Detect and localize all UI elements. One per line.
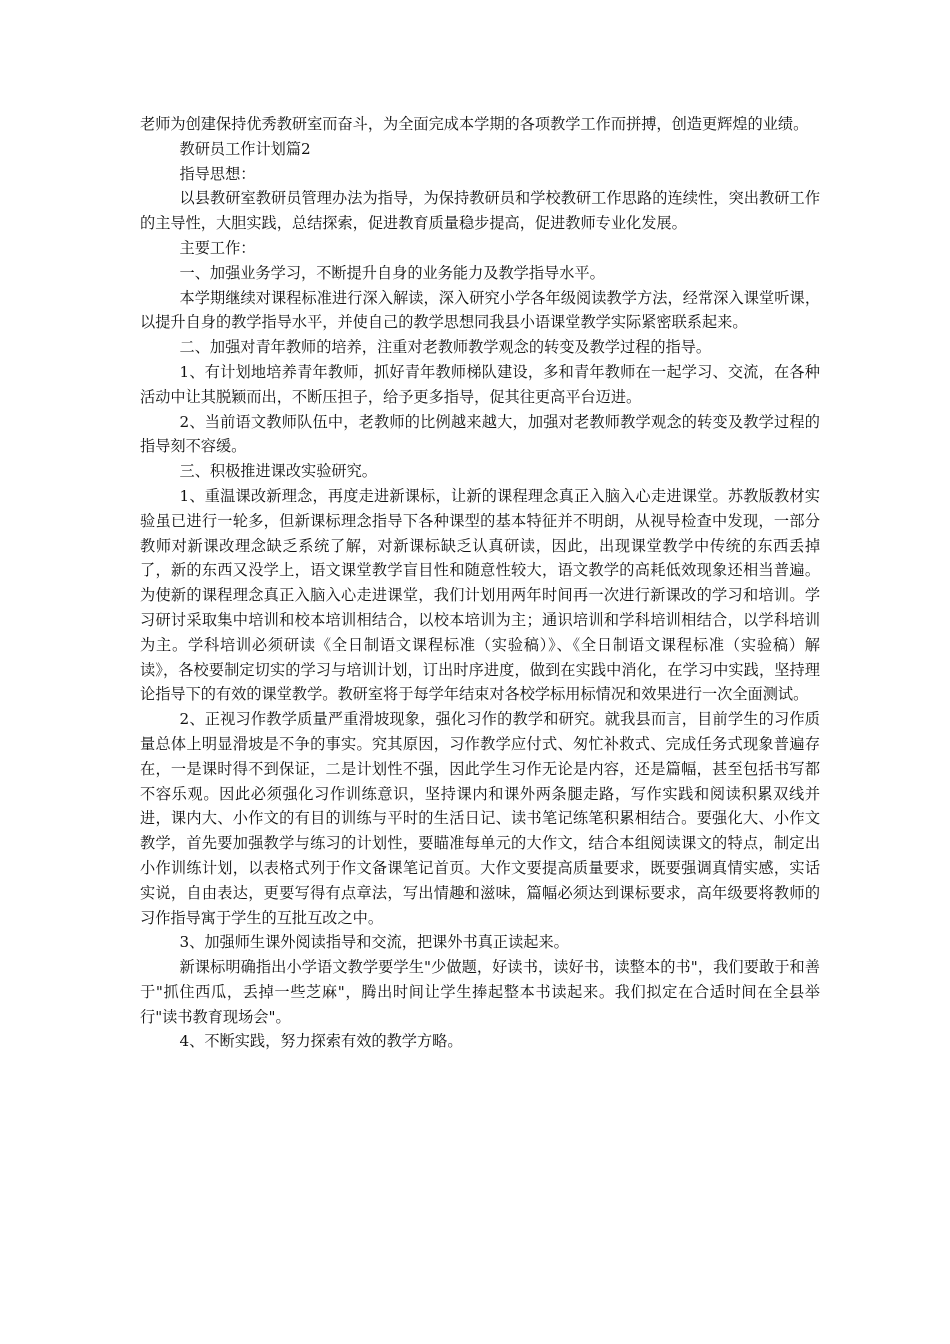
paragraph-item-3-3: 新课标明确指出小学语文教学要学生"少做题，好读书，读好书，读整本的书"，我们要敢于和善于"抓住西瓜，丢掉一些芝麻"，腾出时间让学生捧起整本书读起来。我们拟定在合适时间在全县举行"读书教育现场会"。: [140, 958, 820, 1026]
paragraph-item-1: 本学期继续对课程标准进行深入解读，深入研究小学各年级阅读教学方法，经常深入课堂听课，以提升自身的教学指导水平，并使自己的教学思想同我县小语课堂教学实际紧密联系起来。: [140, 288, 820, 332]
heading-item-3: 三、积极推进课改实验研究。: [179, 462, 377, 481]
heading-guiding-thought: 指导思想：: [179, 164, 256, 183]
section-title: 教研员工作计划篇2: [179, 139, 311, 158]
paragraph-item-3-2: 2、正视习作教学质量严重滑坡现象，强化习作的教学和研究。就我县而言，目前学生的习作质量总体上明显滑坡是不争的事实。究其原因，习作教学应付式、匆忙补救式、完成任务式现象普遍存在，一是课时得不到保证，二是计划性不强，因此学生习作无论是内容，还是篇幅，甚至包括书写都不容乐观。因此必须强化习作训练意识，坚持课内和课外两条腿走路，写作实践和阅读积累双线并进，课内大、小作文的有目的训练与平时的生活日记、读书笔记练笔积累相结合。要强化大、小作文教学，首先要加强教学与练习的计划性，要瞄准每单元的大作文，结合本组阅读课文的特点，制定出小作训练计划，以表格式列于作文备课笔记首页。大作文要提高质量要求，既要强调真情实感，实话实说，自由表达，更要写得有点章法，写出情趣和滋味，篇幅必须达到课标要求，高年级要将教师的习作指导寓于学生的互批互改之中。: [140, 710, 820, 927]
paragraph-guiding-thought: 以县教研室教研员管理办法为指导，为保持教研员和学校教研工作思路的连续性，突出教研工作的主导性，大胆实践，总结探索，促进教育质量稳步提高，促进教师专业化发展。: [140, 189, 820, 233]
paragraph-item-3-1: 1、重温课改新理念，再度走进新课标，让新的课程理念真正入脑入心走进课堂。苏教版教材实验虽已进行一轮多，但新课标理念指导下各种课型的基本特征并不明朗，从视导检查中发现，一部分教师对新课改理念缺乏系统了解，对新课标缺乏认真研读，因此，出现课堂教学中传统的东西丢掉了，新的东西又没学上，语文课堂教学盲目性和随意性较大，语文教学的高耗低效现象还相当普遍。为使新的课程理念真正入脑入心走进课堂，我们计划用两年时间再一次进行新课改的学习和培训。学习研讨采取集中培训和校本培训相结合，以校本培训为主；通识培训和学科培训相结合，以学科培训为主。学科培训必须研读《全日制语文课程标准（实验稿）》、《全日制语文课程标准（实验稿）解读》，各校要制定切实的学习与培训计划，订出时序进度，做到在实践中消化，在学习中实践，坚持理论指导下的有效的课堂教学。教研室将于每学年结束对各校学标用标情况和效果进行一次全面测试。: [140, 486, 820, 704]
heading-main-work: 主要工作：: [179, 238, 256, 257]
paragraph-closing-continuation: 老师为创建保持优秀教研室而奋斗，为全面完成本学期的各项教学工作而拼搏，创造更辉煌的业绩。: [140, 115, 809, 133]
paragraph-item-2-2: 2、当前语文教师队伍中，老教师的比例越来越大，加强对老教师教学观念的转变及教学过程的指导刻不容缓。: [140, 412, 820, 456]
paragraph-item-2-1: 1、有计划地培养青年教师，抓好青年教师梯队建设，多和青年教师在一起学习、交流，在各种活动中让其脱颖而出，不断压担子，给予更多指导，促其往更高平台迈进。: [140, 362, 820, 406]
paragraph-item-3-4-heading: 4、不断实践，努力探索有效的教学方略。: [179, 1032, 463, 1051]
heading-item-2: 二、加强对青年教师的培养，注重对老教师教学观念的转变及教学过程的指导。: [179, 338, 712, 357]
paragraph-item-3-3-heading: 3、加强师生课外阅读指导和交流，把课外书真正读起来。: [179, 933, 569, 952]
heading-item-1: 一、加强业务学习，不断提升自身的业务能力及教学指导水平。: [179, 263, 605, 282]
document-page: [140, 112, 820, 1054]
